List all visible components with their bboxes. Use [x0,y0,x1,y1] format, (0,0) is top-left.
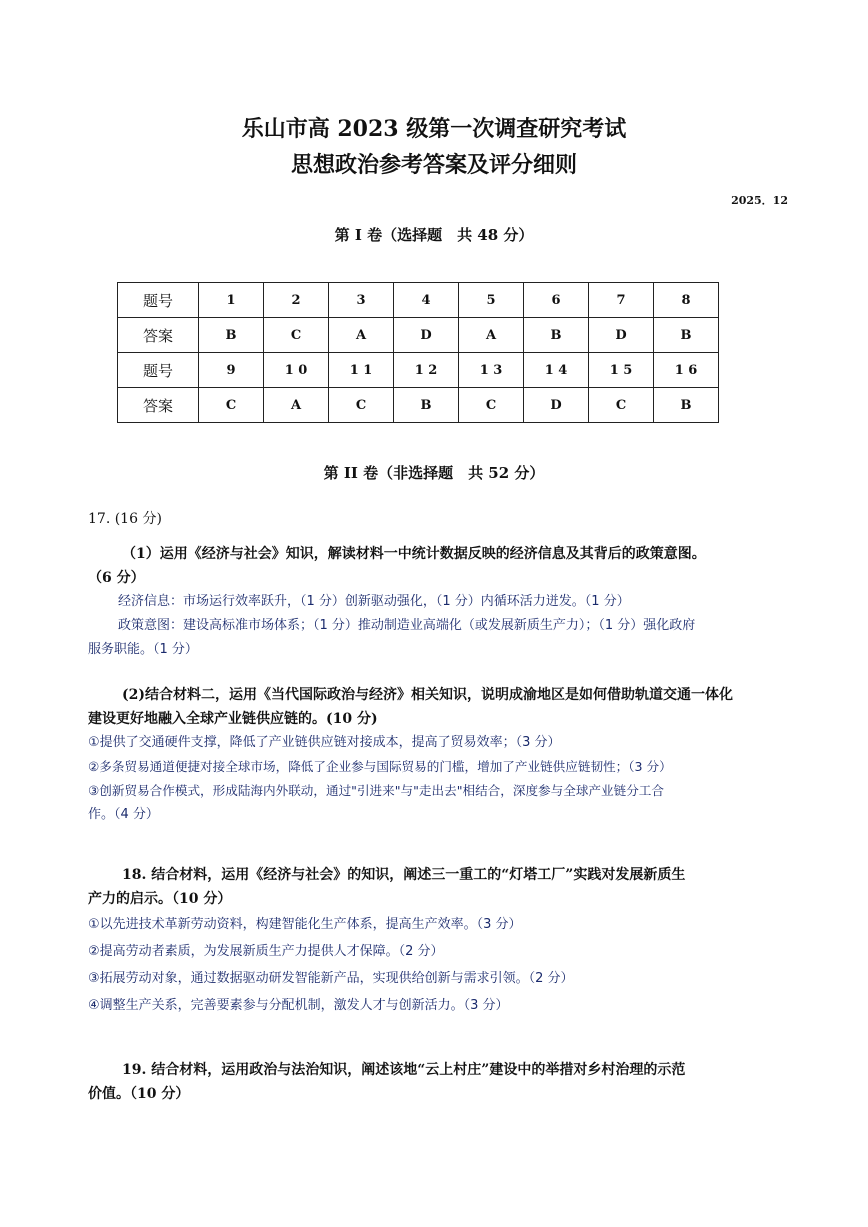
table-cell: 4 [394,283,459,318]
table-cell: 6 [524,283,589,318]
table-cell: C [264,318,329,353]
part1-heading: 第 I 卷（选择题 共 48 分） [334,226,534,244]
table-row [118,318,719,353]
table-cell: D [394,318,459,353]
exam-subtitle: 思想政治参考答案及评分细则 [290,152,577,178]
row-label: 答案 [118,318,199,353]
table-cell: B [199,318,264,353]
table-cell: C [459,388,524,423]
q17-1-answer-line1: 经济信息：市场运行效率跃升，（1 分）创新驱动强化，（1 分）内循环活力迸发。（1 分） [118,594,630,609]
q19-question-line2: 价值。（10 分） [88,1086,190,1102]
q17-title: 17. (16 分) [88,511,162,527]
q17-2-answer-line4: 作。（4 分） [88,807,159,822]
table-cell: D [589,318,654,353]
q17-1-answer-line3: 服务职能。（1 分） [88,642,198,657]
q17-2-answer-line1: ①提供了交通硬件支撑，降低了产业链供应链对接成本，提高了贸易效率；（3 分） [88,735,561,750]
q17-2-question-line1: (2)结合材料二，运用《当代国际政治与经济》相关知识，说明成渝地区是如何借助轨道交通一体化 [122,687,733,703]
table-cell: 3 [329,283,394,318]
q18-answer-line3: ③拓展劳动对象，通过数据驱动研发智能新产品，实现供给创新与需求引领。（2 分） [88,971,574,986]
table-cell: C [329,388,394,423]
table-cell: A [459,318,524,353]
table-cell: 1 4 [524,353,589,388]
q17-1-answer-line2: 政策意图：建设高标准市场体系；（1 分）推动制造业高端化（或发展新质生产力）；（1 分）强化政府 [118,618,696,633]
table-row [118,283,719,318]
table-cell: 1 6 [654,353,719,388]
q19-question-line1: 19. 结合材料，运用政治与法治知识，阐述该地“云上村庄”建设中的举措对乡村治理的示范 [122,1062,686,1078]
table-cell: 1 3 [459,353,524,388]
table-cell: B [524,318,589,353]
part2-heading: 第 II 卷（非选择题 共 52 分） [323,464,545,482]
table-cell: A [264,388,329,423]
q17-1-question-line2: （6 分） [88,570,145,586]
q18-answer-line2: ②提高劳动者素质，为发展新质生产力提供人才保障。（2 分） [88,944,444,959]
table-cell: B [394,388,459,423]
table-row [118,388,719,423]
table-cell: 8 [654,283,719,318]
q17-1-question-line1: （1）运用《经济与社会》知识，解读材料一中统计数据反映的经济信息及其背后的政策意图。 [122,546,706,562]
row-label: 答案 [118,388,199,423]
table-cell: 1 1 [329,353,394,388]
q17-sub2 [88,683,788,827]
q17-2-answer-line3: ③创新贸易合作模式，形成陆海内外联动，通过"引进来"与"走出去"相结合，深度参与全球产业链分工合 [88,783,664,798]
exam-date: 2025．12 [731,194,788,207]
table-cell: 9 [199,353,264,388]
table-cell: 7 [589,283,654,318]
answer-table [117,282,719,423]
table-cell: 1 2 [394,353,459,388]
exam-title: 乐山市高 2023 级第一次调查研究考试 [241,116,627,142]
table-cell: B [654,388,719,423]
table-cell: A [329,318,394,353]
table-cell: B [654,318,719,353]
q18-block [88,863,788,1019]
q18-question-line1: 18. 结合材料，运用《经济与社会》的知识，阐述三一重工的“灯塔工厂”实践对发展新质生 [122,867,686,883]
table-cell: 5 [459,283,524,318]
table-cell: 1 [199,283,264,318]
q18-answer-line4: ④调整生产关系，完善要素参与分配机制，激发人才与创新活力。（3 分） [88,998,509,1013]
row-label: 题号 [118,283,199,318]
q19-block [88,1058,788,1106]
row-label: 题号 [118,353,199,388]
table-cell: 2 [264,283,329,318]
q18-answer-line1: ①以先进技术革新劳动资料，构建智能化生产体系，提高生产效率。（3 分） [88,917,522,932]
table-row [118,353,719,388]
table-cell: D [524,388,589,423]
table-cell: C [589,388,654,423]
q17-sub1 [88,542,788,662]
q18-question-line2: 产力的启示。（10 分） [88,891,232,907]
q17-2-answer-line2: ②多条贸易通道便捷对接全球市场，降低了企业参与国际贸易的门槛，增加了产业链供应链韧性；（3 分） [88,759,672,774]
table-cell: 1 5 [589,353,654,388]
q17-2-question-line2: 建设更好地融入全球产业链供应链的。(10 分) [88,711,378,727]
table-cell: 1 0 [264,353,329,388]
table-cell: C [199,388,264,423]
